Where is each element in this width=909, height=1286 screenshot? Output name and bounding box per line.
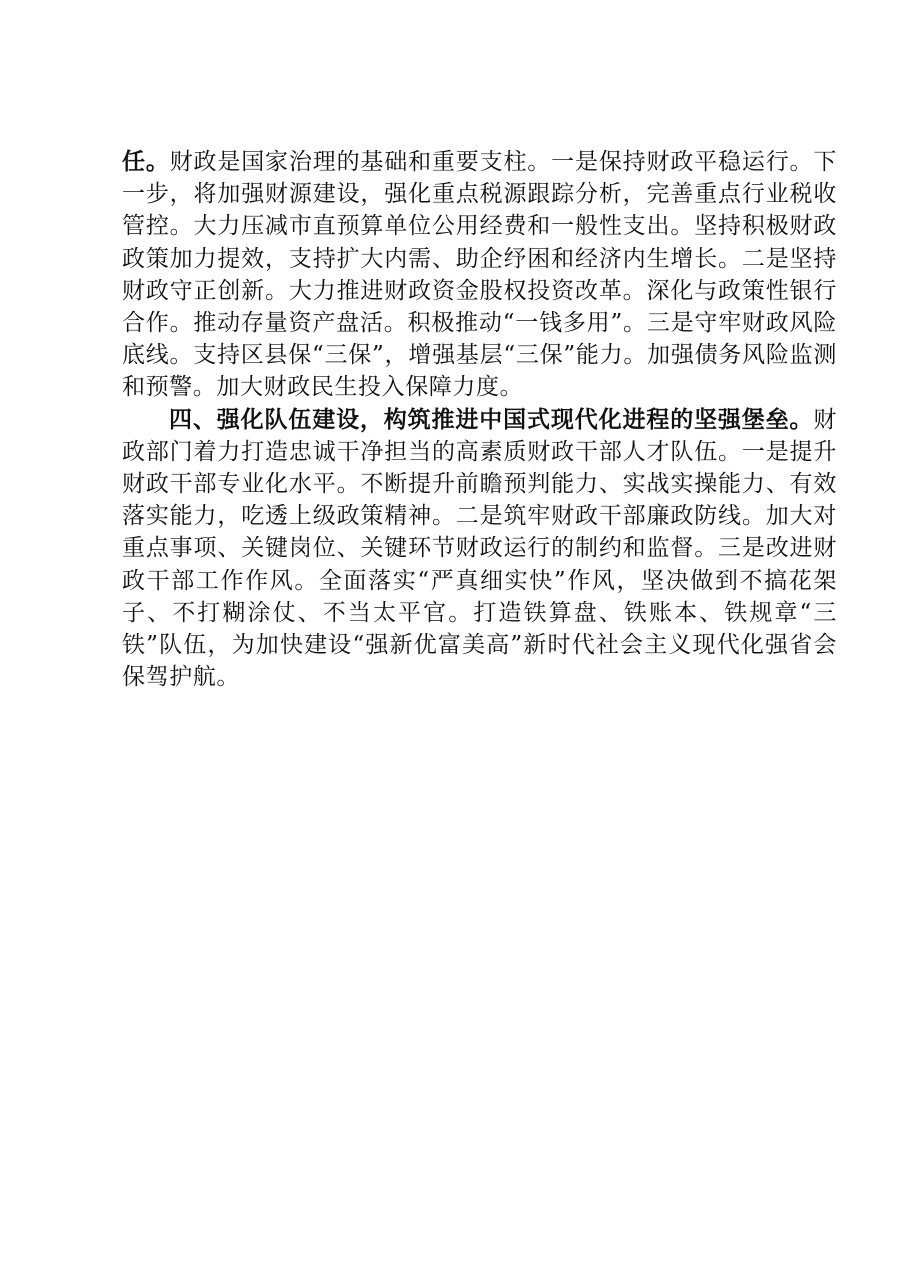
paragraph-section-four xyxy=(122,404,837,694)
section-heading-bold: 四、强化队伍建设，构筑推进中国式现代化进程的坚强堡垒。 xyxy=(169,406,814,433)
paragraph-continuation xyxy=(122,146,837,404)
document-body xyxy=(122,146,837,693)
paragraph-text: 财政部门着力打造忠诚干净担当的高素质财政干部人才队伍。一是提升财政干部专业化水平。不断提升前瞻预判能力、实战实操能力、有效落实能力，吃透上级政策精神。二是筑牢财政干部廉政防线。加大对重点事项、关键岗位、关键环节财政运行的制约和监督。三是改进财政干部工作作风。全面落实“严真细实快”作风，坚决做到不搞花架子、不打糊涂仗、不当太平官。打造铁算盘、铁账本、铁规章“三铁”队伍，为加快建设“强新优富美高”新时代社会主义现代化强省会保驾护航。 xyxy=(122,406,837,691)
paragraph-lead-bold: 任。 xyxy=(122,149,170,175)
paragraph-text: 财政是国家治理的基础和重要支柱。一是保持财政平稳运行。下一步，将加强财源建设，强化重点税源跟踪分析，完善重点行业税收管控。大力压减市直预算单位公用经费和一般性支出。坚持积极财政政策加力提效，支持扩大内需、助企纾困和经济内生增长。二是坚持财政守正创新。大力推进财政资金股权投资改革。深化与政策性银行合作。推动存量资产盘活。积极推动“一钱多用”。三是守牢财政风险底线。支持区县保“三保”，增强基层“三保”能力。加强债务风险监测和预警。加大财政民生投入保障力度。 xyxy=(122,149,837,401)
